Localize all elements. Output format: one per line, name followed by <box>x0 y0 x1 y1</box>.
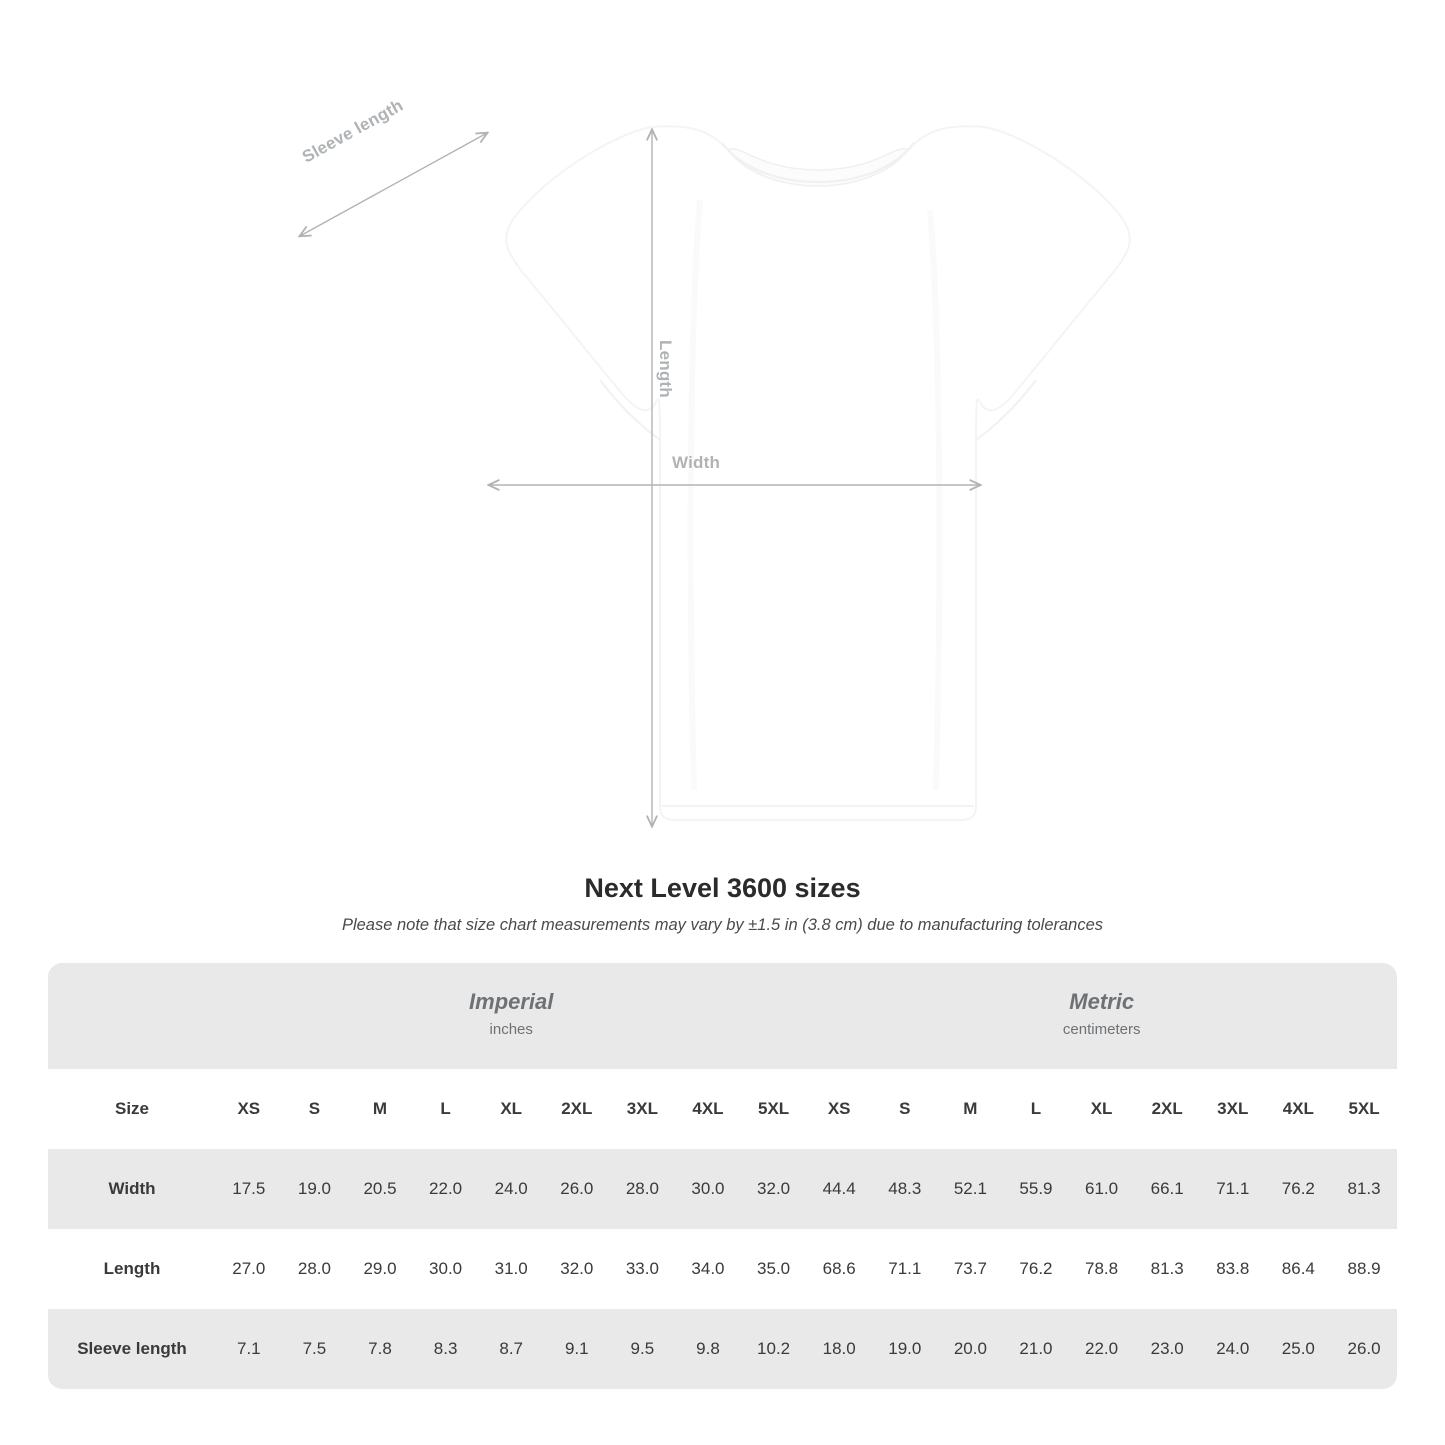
sleeve-cell: 7.5 <box>282 1309 348 1389</box>
width-cell: 55.9 <box>1003 1149 1069 1229</box>
size-cell: S <box>282 1069 348 1149</box>
size-cell: L <box>1003 1069 1069 1149</box>
units-header-spacer <box>48 963 216 1069</box>
length-cell: 81.3 <box>1134 1229 1200 1309</box>
size-row <box>48 1069 1397 1149</box>
size-cell: S <box>872 1069 938 1149</box>
imperial-title: Imperial <box>469 989 554 1014</box>
width-cell: 28.0 <box>610 1149 676 1229</box>
sleeve-cell: 9.5 <box>610 1309 676 1389</box>
metric-subtitle: centimeters <box>1062 1020 1141 1038</box>
size-cell: 5XL <box>741 1069 807 1149</box>
width-label: Width <box>672 453 721 472</box>
sleeve-cell: 24.0 <box>1200 1309 1266 1389</box>
shirt-shape <box>506 126 1129 820</box>
length-cell: 68.6 <box>806 1229 872 1309</box>
width-cell: 81.3 <box>1331 1149 1397 1229</box>
metric-title: Metric <box>1069 989 1135 1014</box>
sleeve-cell: 10.2 <box>741 1309 807 1389</box>
row-label-size: Size <box>48 1069 216 1149</box>
page-title: Next Level 3600 sizes <box>584 873 861 903</box>
tolerance-note: Please note that size chart measurements may vary by ±1.5 in (3.8 cm) due to manufacturing tolerances <box>341 916 1104 934</box>
width-cell: 48.3 <box>872 1149 938 1229</box>
size-cell: XS <box>806 1069 872 1149</box>
width-cell: 24.0 <box>478 1149 544 1229</box>
length-cell: 88.9 <box>1331 1229 1397 1309</box>
length-cell: 78.8 <box>1069 1229 1135 1309</box>
sleeve-cell: 19.0 <box>872 1309 938 1389</box>
imperial-header <box>216 963 806 1069</box>
size-cell: 4XL <box>675 1069 741 1149</box>
width-cell: 52.1 <box>938 1149 1004 1229</box>
length-cell: 28.0 <box>282 1229 348 1309</box>
width-cell: 66.1 <box>1134 1149 1200 1229</box>
length-cell: 35.0 <box>741 1229 807 1309</box>
width-cell: 76.2 <box>1266 1149 1332 1229</box>
length-cell: 83.8 <box>1200 1229 1266 1309</box>
size-cell: M <box>347 1069 413 1149</box>
units-header-row <box>48 963 1397 1069</box>
length-cell: 33.0 <box>610 1229 676 1309</box>
width-cell: 61.0 <box>1069 1149 1135 1229</box>
size-cell: XL <box>1069 1069 1135 1149</box>
size-table <box>48 963 1397 1389</box>
width-cell: 22.0 <box>413 1149 479 1229</box>
size-table-wrapper <box>48 963 1397 1389</box>
row-label-sleeve-length: Sleeve length <box>48 1309 216 1389</box>
sleeve-cell: 8.3 <box>413 1309 479 1389</box>
length-cell: 27.0 <box>216 1229 282 1309</box>
size-cell: L <box>413 1069 479 1149</box>
sleeve-cell: 9.1 <box>544 1309 610 1389</box>
sleeve-row <box>48 1309 1397 1389</box>
sleeve-cell: 8.7 <box>478 1309 544 1389</box>
sleeve-cell: 25.0 <box>1266 1309 1332 1389</box>
heading-block <box>0 873 1445 935</box>
width-cell: 71.1 <box>1200 1149 1266 1229</box>
size-cell: M <box>938 1069 1004 1149</box>
size-cell: 4XL <box>1266 1069 1332 1149</box>
row-label-length: Length <box>48 1229 216 1309</box>
length-cell: 32.0 <box>544 1229 610 1309</box>
width-cell: 32.0 <box>741 1149 807 1229</box>
length-cell: 71.1 <box>872 1229 938 1309</box>
size-cell: 3XL <box>1200 1069 1266 1149</box>
sleeve-cell: 26.0 <box>1331 1309 1397 1389</box>
length-cell: 34.0 <box>675 1229 741 1309</box>
width-cell: 20.5 <box>347 1149 413 1229</box>
sleeve-cell: 9.8 <box>675 1309 741 1389</box>
sleeve-cell: 7.8 <box>347 1309 413 1389</box>
length-cell: 29.0 <box>347 1229 413 1309</box>
sleeve-cell: 21.0 <box>1003 1309 1069 1389</box>
sleeve-cell: 7.1 <box>216 1309 282 1389</box>
width-row <box>48 1149 1397 1229</box>
sleeve-cell: 22.0 <box>1069 1309 1135 1389</box>
size-cell: XS <box>216 1069 282 1149</box>
size-cell: 5XL <box>1331 1069 1397 1149</box>
width-cell: 30.0 <box>675 1149 741 1229</box>
metric-header <box>806 963 1397 1069</box>
length-cell: 73.7 <box>938 1229 1004 1309</box>
size-cell: 2XL <box>1134 1069 1200 1149</box>
sleeve-cell: 20.0 <box>938 1309 1004 1389</box>
sleeve-cell: 18.0 <box>806 1309 872 1389</box>
length-cell: 76.2 <box>1003 1229 1069 1309</box>
length-cell: 31.0 <box>478 1229 544 1309</box>
width-cell: 26.0 <box>544 1149 610 1229</box>
length-row <box>48 1229 1397 1309</box>
sleeve-cell: 23.0 <box>1134 1309 1200 1389</box>
length-label: Length <box>656 340 675 398</box>
row-label-width: Width <box>48 1149 216 1229</box>
length-cell: 86.4 <box>1266 1229 1332 1309</box>
sleeve-length-label: Sleeve length <box>299 95 407 167</box>
size-cell: XL <box>478 1069 544 1149</box>
width-cell: 19.0 <box>282 1149 348 1229</box>
width-cell: 17.5 <box>216 1149 282 1229</box>
width-cell: 44.4 <box>806 1149 872 1229</box>
size-cell: 2XL <box>544 1069 610 1149</box>
size-cell: 3XL <box>610 1069 676 1149</box>
imperial-subtitle: inches <box>489 1020 533 1038</box>
length-cell: 30.0 <box>413 1229 479 1309</box>
